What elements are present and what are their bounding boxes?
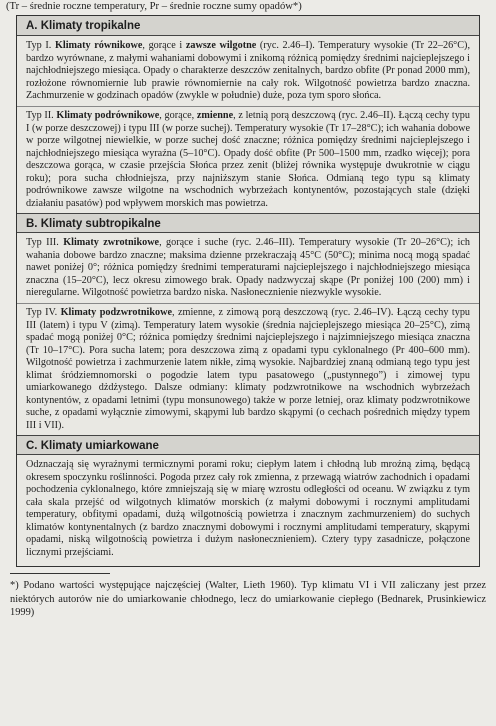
section-heading-temperate: C. Klimaty umiarkowane — [17, 435, 479, 455]
paragraph-divider — [17, 106, 479, 107]
paragraph-temperate: Odznaczają się wyraźnymi termicznymi porami roku; ciepłym latem i chłodną lub mroźną zimą, będącą okresem spoczynku roślinności. Pogoda przez cały rok zmienna, z przewagą wiatrów zachodnich i opadami pochodzenia cyklonalnego, które zmniejszają się w miarę wzrostu odległości od oceanu. W związku z tym cała skala przejść od wilgotnych klimatów morskich (z małymi dobowymi i rocznymi amplitudami temperatury, obfitymi opadami, dużą wilgotnością powietrza i znacznym zachmurzeniem) do suchych klimatów kontynentalnych (z bardzo znacznymi dobowymi i rocznymi amplitudami temperatury, skąpymi opadami, niską wilgotnością powietrza i dużym nasłonecznieniem). Cztery typy zasadnicze, połączone licznymi przejściami. — [26, 459, 470, 558]
top-line: (Tr – średnie roczne temperatury, Pr – średnie roczne sumy opadów*) — [6, 1, 302, 12]
section-heading-tropical: A. Klimaty tropikalne — [17, 16, 479, 36]
paragraph-type-iii: Typ III. Klimaty zwrotnikowe, gorące i suche (ryc. 2.46–III). Temperatury wysokie (Tr 20–26°C); ich wahania dobowe bardzo znaczne; maksima dzienne przekraczają 45°C (50°C); minima nocą mogą spadać nawet poniżej 0°; różnica pomiędzy średnimi temperaturami najcieplejszego i najchłodniejszego miesiąca znaczna (15–20°C), lecz okresu zimowego brak. Opady nadzwyczaj skąpe (Pr poniżej 100 (200) mm) i nieregularne. Wilgotność powietrza bardzo niska. Nasłonecznienie niezwykle wysokie. — [26, 237, 470, 298]
paragraph-divider — [17, 303, 479, 304]
section-heading-subtropical: B. Klimaty subtropikalne — [17, 213, 479, 233]
climate-types-box — [16, 15, 480, 567]
paragraph-type-i: Typ I. Klimaty równikowe, gorące i zawsze wilgotne (ryc. 2.46–I). Temperatury wysokie (Tr 22–26°C), bardzo wyrównane, z małymi wahaniami dobowymi i znikomą różnicą pomiędzy średnimi najcieplejszego i najchłodniejszego miesiąca. Opady o charakterze deszczów zenitalnych, bardzo obfite (Pr ponad 2000 mm), rozłożone równomiernie lub prawie równomiernie na cały rok. Wilgotność powietrza bardzo znaczna. Zachmurzenie w godzinach opadów (zwykle w południe) duże, poza tym sporo słońca. — [26, 40, 470, 101]
footnote-rule — [10, 573, 110, 574]
footnote: *) Podano wartości występujące najczęściej (Walter, Lieth 1960). Typ klimatu VI i VII zaliczany jest przez niektórych autorów nie do umiarkowanie chłodnego, lecz do umiarkowanie ciepłego (Bednarek, Prusinkiewicz 1999) — [10, 580, 486, 618]
paragraph-type-ii: Typ II. Klimaty podrównikowe, gorące, zmienne, z letnią porą deszczową (ryc. 2.46–II). Łączą cechy typu I (w porze deszczowej) i typu III (w porze suchej). Temperatury wysokie (Tr 17–28°C); ich wahania dobowe w porze wilgotnej niewielkie, w porze suchej dość znaczne; różnica pomiędzy średnimi najcieplejszego i najchłodniejszego miesiąca wyraźna (5–10°C). Opady dość obfite (Pr 500–1500 mm, rzadko więcej); pora deszczowa gorąca, w czasie przejścia Słońca przez zenit (bliżej równika występuje dwukrotnie w ciągu roku); pora sucha chłodniejsza, przy najniższym stanie Słońca. Odmianą tego typu są klimaty podrównikowe zawsze wilgotne na wschodnich wybrzeżach kontynentów, pozostających stale (dzięki działaniu pasatów) pod wpływem morskich mas powietrza. — [26, 110, 470, 209]
paragraph-type-iv: Typ IV. Klimaty podzwrotnikowe, zmienne, z zimową porą deszczową (ryc. 2.46–IV). Łączą cechy typu III (latem) i typu V (zimą). Temperatury latem wysokie (średnia najcieplejszego miesiąca 20–25°C), zimą spadać mogą poniżej 0°C; różnica pomiędzy średnimi najcieplejszego i najzimniejszego miesiąca znaczna (Tr 10–17°C). Pora sucha latem; pora deszczowa zimą z opadami typu cyklonalnego (Pr 400–600 mm). Wilgotność powietrza i zachmurzenie latem nikłe, zimą wysokie. Najbardziej znaną odmianą tego typu jest klimat śródziemnomorski o pogodzie latem typu pasatowego („pustynnego”) i zimowej typu umiarkowanego dżdżystego. Dalsze odmiany: klimaty podzwrotnikowe na wschodnich wybrzeżach kontynentów, z opadami letnimi (typu monsunowego) także w porze letniej, oraz klimaty podzwrotnikowe suche, z opadami wyłącznie zimowymi, skąpymi lub bardzo skąpymi (o cechach pośrednich między typem III i VII). — [26, 307, 471, 431]
